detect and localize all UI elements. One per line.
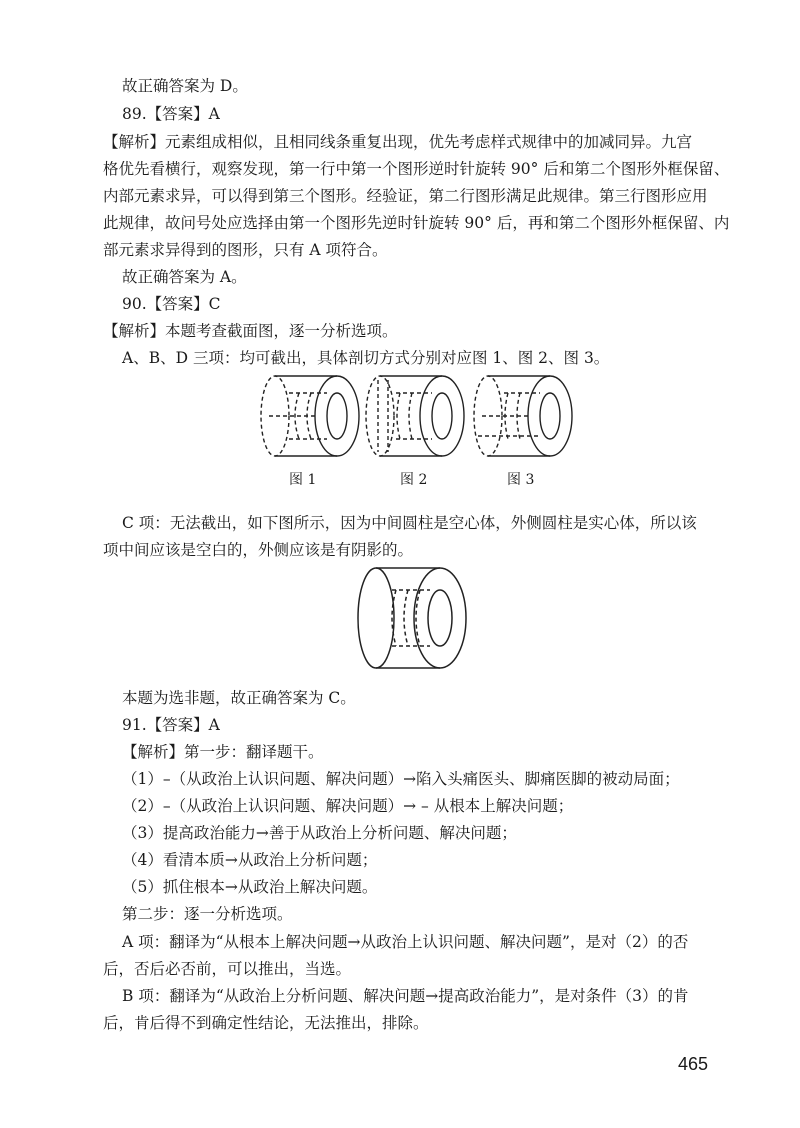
text-line: 【解析】本题考查截面图，逐一分析选项。: [103, 322, 398, 340]
text-line: （5）抓住根本→从政治上解决问题。: [122, 878, 378, 896]
text-line: 故正确答案为 A。: [122, 268, 247, 286]
text-line: 本题为选非题，故正确答案为 C。: [122, 689, 356, 707]
page-number: 465: [678, 1054, 709, 1074]
text-line: 【解析】第一步：翻译题干。: [122, 743, 324, 761]
text-line: 后，否后必否前，可以推出，当选。: [103, 960, 352, 978]
answer-91: 91.【答案】A: [122, 716, 220, 734]
figure-2-cylinder: [360, 372, 470, 467]
text-line: A、B、D 三项：均可截出，具体剖切方式分别对应图 1、图 2、图 3。: [122, 349, 610, 367]
figure-3-label: 图 3: [507, 472, 535, 488]
text-line: 格优先看横行，观察发现，第一行中第一个图形逆时针旋转 90° 后和第二个图形外框保留、: [103, 160, 730, 178]
text-line: 部元素求异得到的图形，只有 A 项符合。: [103, 241, 388, 259]
text-line: 后，肯后得不到确定性结论，无法推出，排除。: [103, 1014, 429, 1032]
answer-89: 89.【答案】A: [122, 105, 220, 123]
figure-1-label: 图 1: [289, 472, 317, 488]
text-line: （4）看清本质→从政治上分析问题；: [122, 851, 378, 869]
answer-90: 90.【答案】C: [122, 295, 221, 313]
text-line: （1）–（从政治上认识问题、解决问题）→陷入头痛医头、脚痛医脚的被动局面；: [122, 770, 680, 788]
text-line: 项中间应该是空白的，外侧应该是有阴影的。: [103, 541, 414, 559]
text-line: A 项：翻译为“从根本上解决问题→从政治上认识问题、解决问题”，是对（2）的否: [122, 933, 689, 951]
text-line: 故正确答案为 D。: [122, 77, 248, 95]
text-line: C 项：无法截出，如下图所示，因为中间圆柱是空心体，外侧圆柱是实心体，所以该: [122, 514, 697, 532]
figure-3-cylinder: [468, 372, 578, 467]
text-line: 【解析】元素组成相似，且相同线条重复出现，优先考虑样式规律中的加减同异。九宫: [103, 133, 693, 151]
figure-1-cylinder: [255, 372, 365, 467]
option-c-figure: [352, 562, 472, 677]
text-line: 第二步：逐一分析选项。: [122, 905, 293, 923]
text-line: B 项：翻译为“从政治上分析问题、解决问题→提高政治能力”，是对条件（3）的肯: [122, 987, 689, 1005]
text-line: 此规律，故问号处应选择由第一个图形先逆时针旋转 90° 后，再和第二个图形外框保留、内: [103, 214, 730, 232]
text-line: 内部元素求异，可以得到第三个图形。经验证，第二行图形满足此规律。第三行图形应用: [103, 187, 708, 205]
text-line: （2）–（从政治上认识问题、解决问题）→ – 从根本上解决问题；: [122, 797, 574, 815]
figure-2-label: 图 2: [400, 472, 428, 488]
text-line: （3）提高政治能力→善于从政治上分析问题、解决问题；: [122, 824, 517, 842]
